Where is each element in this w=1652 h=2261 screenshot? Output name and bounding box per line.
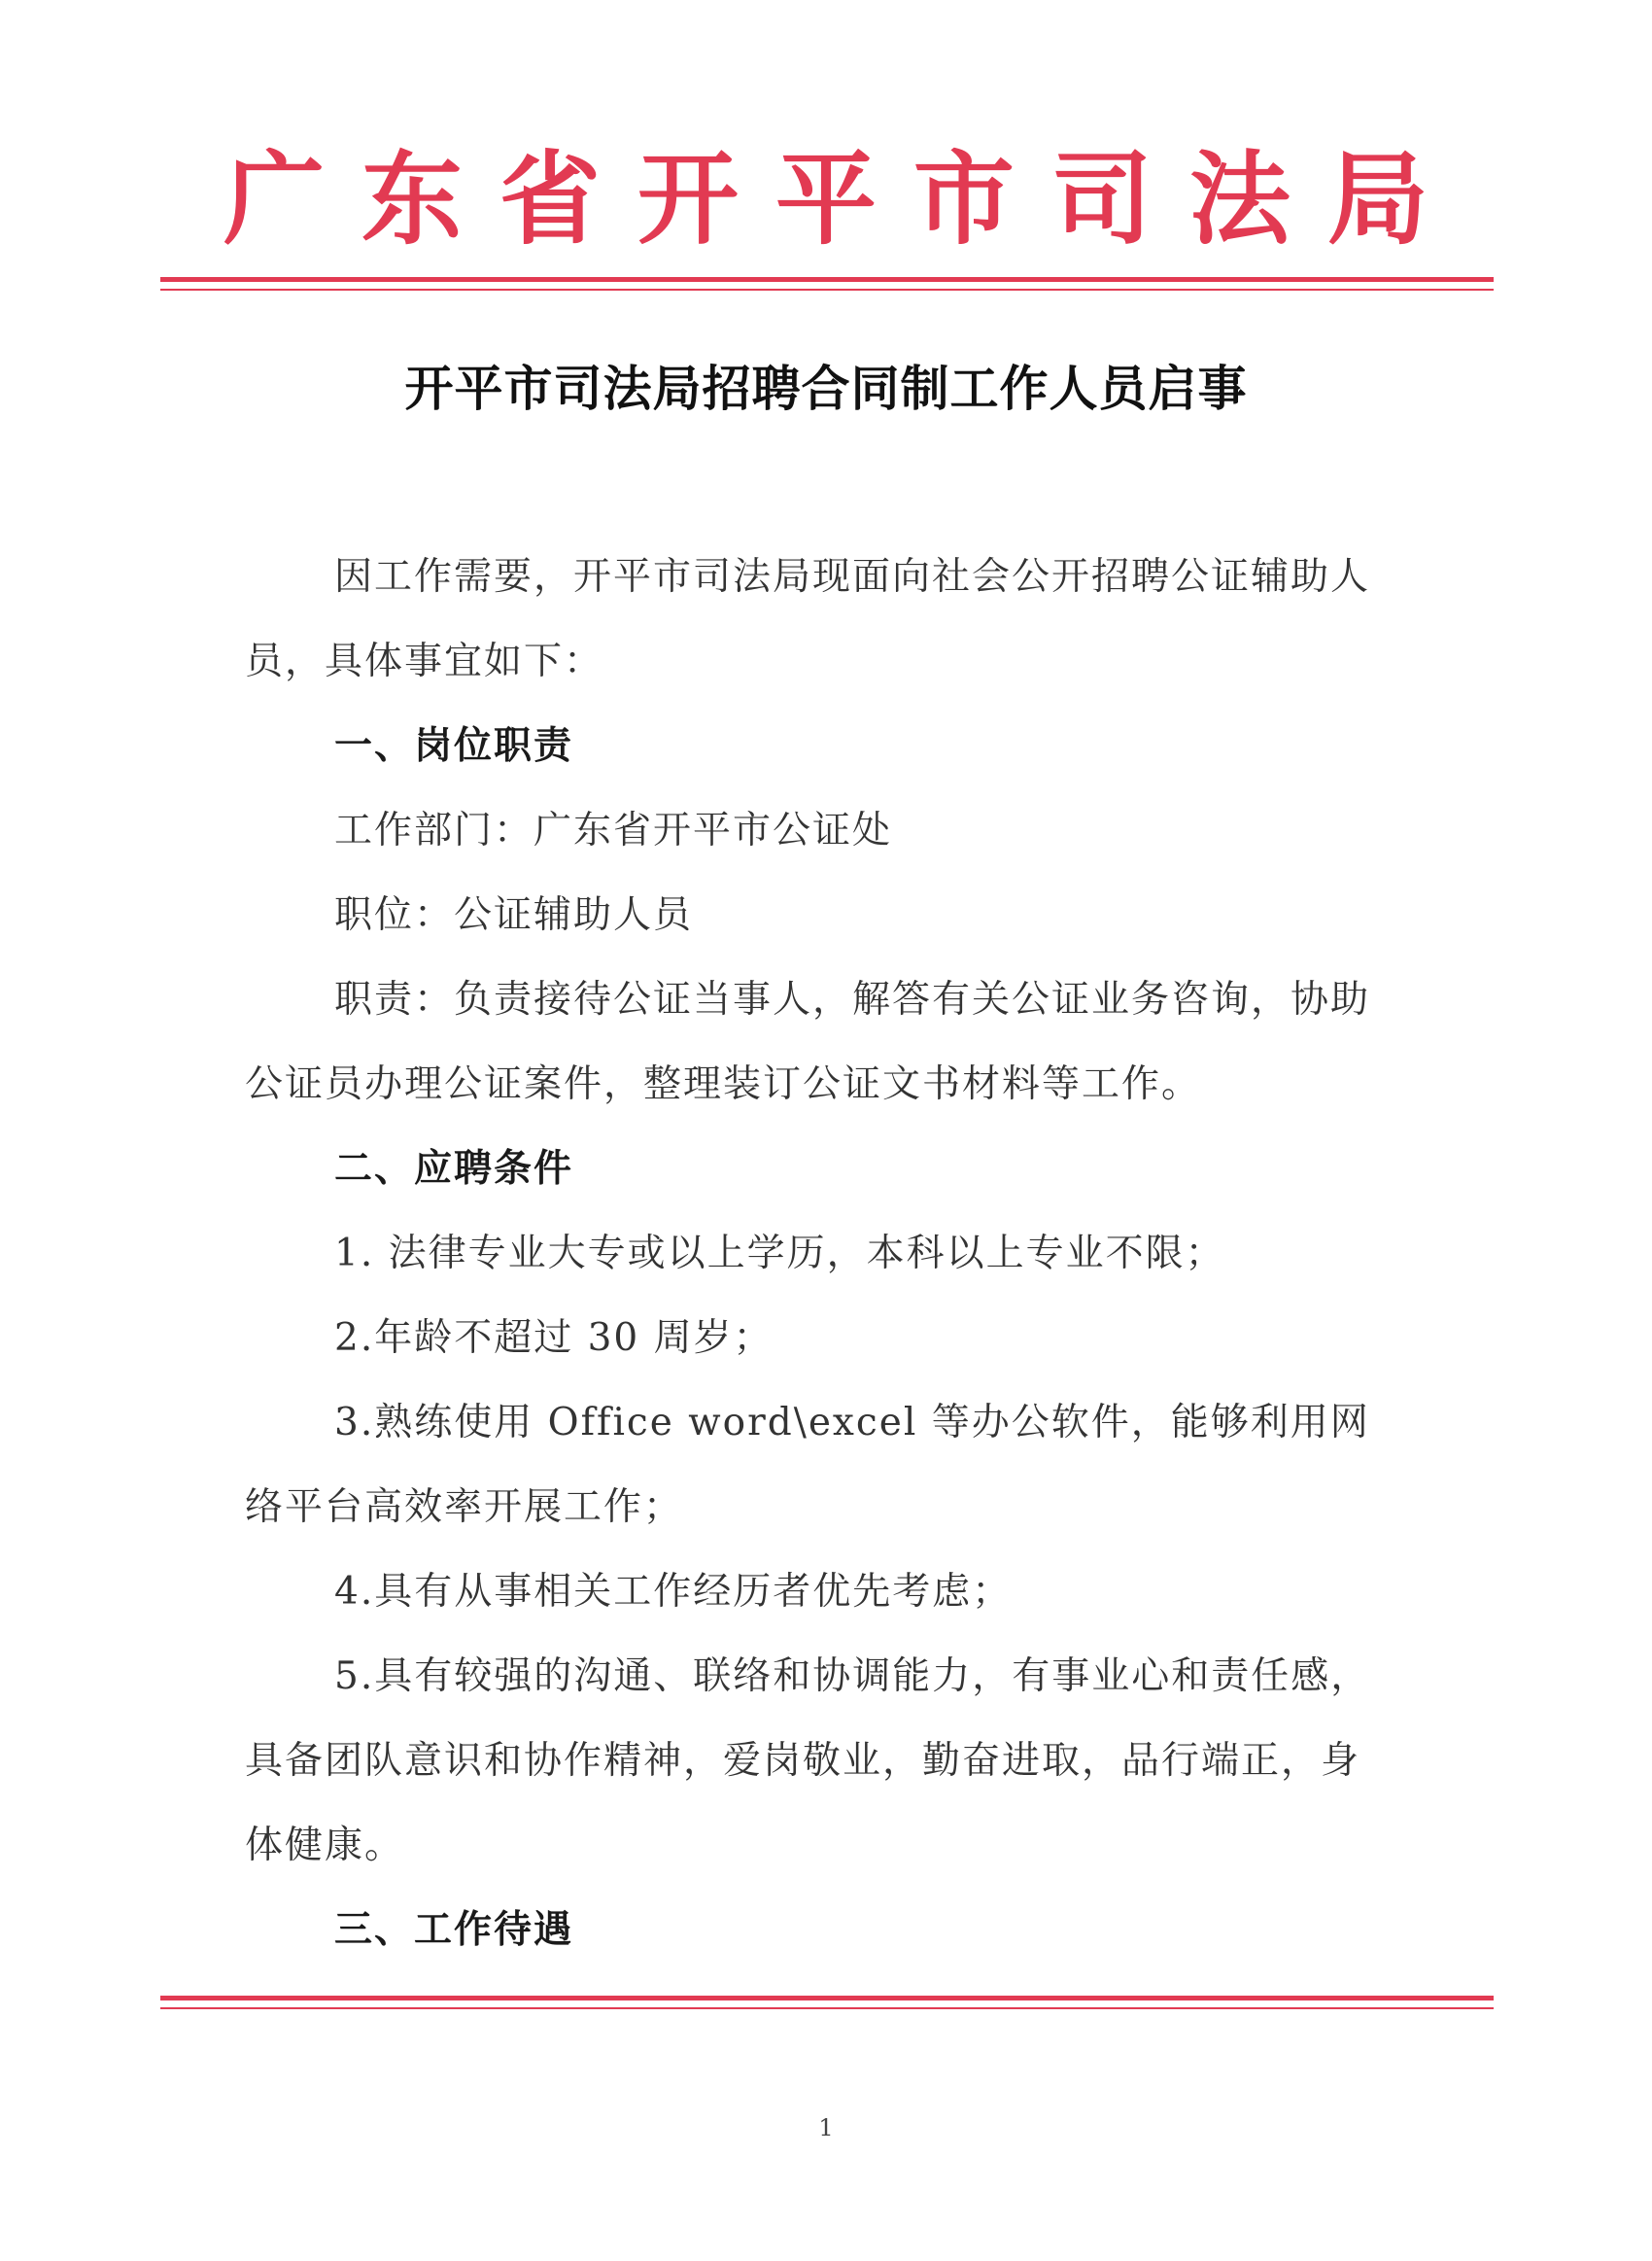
document-body	[245, 535, 1372, 1972]
letterhead-char: 开	[637, 140, 739, 259]
letterhead-rule-thick	[160, 277, 1494, 282]
letterhead-char: 东	[361, 140, 463, 259]
requirement-item: 5.具有较强的沟通、联络和协调能力，有事业心和责任感，具备团队意识和协作精神，爱岗敬业，勤奋进取，品行端正，身体健康。	[245, 1654, 1371, 1867]
requirement-item: 4.具有从事相关工作经历者优先考虑；	[334, 1570, 1013, 1614]
letterhead-char: 省	[499, 140, 601, 259]
letterhead-char: 市	[912, 140, 1015, 259]
page-number: 1	[818, 2114, 834, 2141]
intro-paragraph: 因工作需要，开平市司法局现面向社会公开招聘公证辅助人员，具体事宜如下：	[245, 555, 1371, 683]
section-heading-duties: 一、岗位职责	[334, 724, 574, 768]
letterhead-rule-thin	[160, 289, 1494, 291]
letterhead-char: 法	[1188, 140, 1291, 259]
duties-paragraph: 职责：负责接待公证当事人，解答有关公证业务咨询，协助公证员办理公证案件，整理装订公证文书材料等工作。	[245, 978, 1371, 1106]
department-line: 工作部门：广东省开平市公证处	[334, 809, 893, 852]
requirement-item: 2.年龄不超过 30 周岁；	[334, 1316, 774, 1360]
letterhead-char: 平	[774, 140, 877, 259]
letterhead-char: 广	[224, 140, 326, 259]
letterhead-char: 司	[1050, 140, 1153, 259]
letterhead-char: 局	[1326, 140, 1428, 259]
requirement-item: 3.熟练使用 Office word\excel 等办公软件，能够利用网络平台高效率开展工作；	[245, 1401, 1370, 1529]
position-line: 职位：公证辅助人员	[334, 893, 694, 937]
requirement-item: 1. 法律专业大专或以上学历，本科以上专业不限；	[334, 1232, 1225, 1275]
footer-rule-thin	[160, 2007, 1494, 2009]
footer-rule-thick	[160, 1996, 1494, 2000]
section-heading-requirements: 二、应聘条件	[334, 1147, 574, 1191]
section-heading-benefits: 三、工作待遇	[334, 1908, 574, 1952]
document-title: 开平市司法局招聘合同制工作人员启事	[404, 360, 1248, 417]
letterhead-title	[224, 136, 1428, 262]
